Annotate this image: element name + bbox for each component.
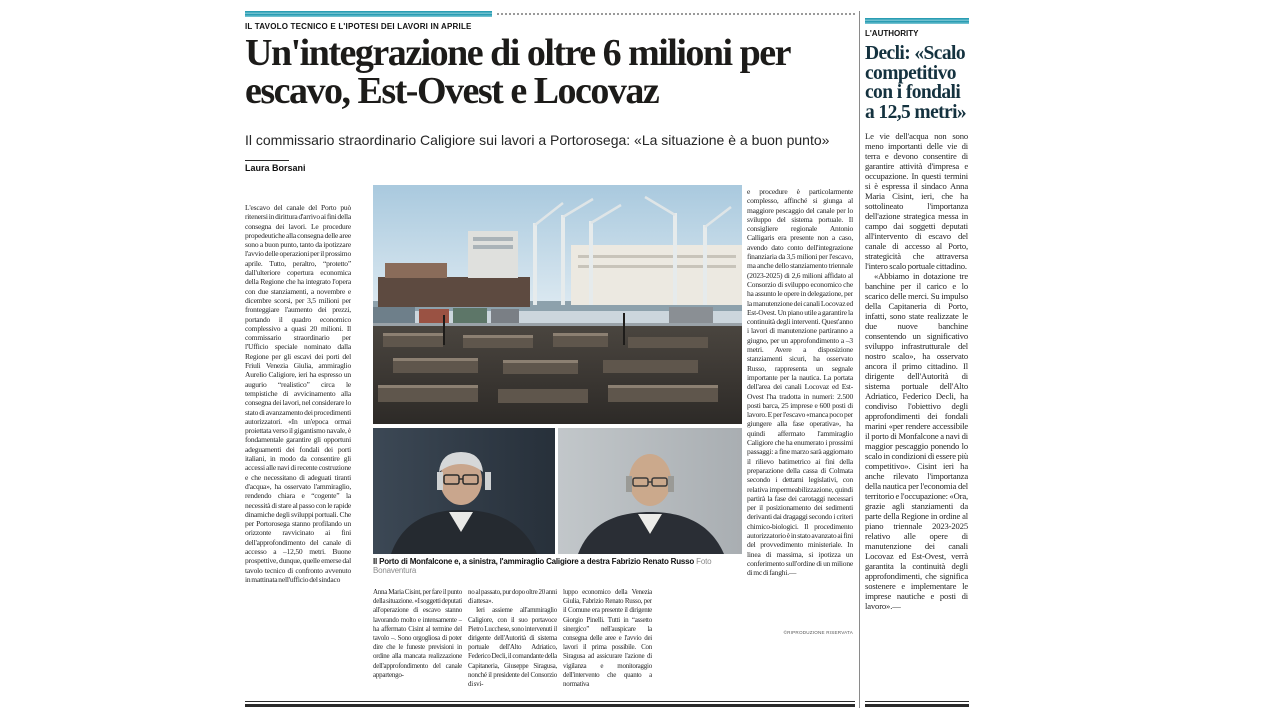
body-column-5 bbox=[747, 187, 853, 639]
article-bottom-rule-thin bbox=[245, 701, 855, 702]
sidebar-bottom-rule-thick bbox=[865, 704, 969, 707]
sidebar-accent-bar bbox=[865, 18, 969, 24]
photo-admiral-caligiore bbox=[373, 428, 555, 554]
byline: Laura Borsani bbox=[245, 163, 306, 173]
portrait-left-illustration bbox=[373, 428, 555, 554]
portrait-right-illustration bbox=[558, 428, 742, 554]
body-text: e procedure è particolarmente complesso, affinché si giunga al maggiore pescaggio del canale per lo sviluppo del sistema portuale. Il consigliere regionale Antonio Calligaris era presente non a caso, avendo dato conto dell'integrazione finanziaria da 3,5 milioni per l'escavo, ma anche dello stanziamento triennale (2023-2025) di 2,6 milioni affidato al Consorzio di sviluppo economico che ha assunto le opere in delegazione, per la manutenzione dei canali Locovaz ed Est-Ovest. Un piano utile a garantire la continuità degli interventi. Quest'anno i lavori di manutenzione partiranno a giugno, per un approfondimento a –3 metri. Avere a disposizione stanziamenti sicuri, ha osservato Russo, rappresenta un segnale importante per la nautica. La portata dell'area dei canali Locovaz ed Est-Ovest l'ha tradotta in numeri: 2.500 posti barca, 25 imprese e 600 posti di lavoro. E per l'escavo «manca poco per giungere alla fase operativa», ha quindi affermato l'ammiraglio Caligiore che ha enumerato i prossimi passaggi: a fine marzo sarà aggiornato il rilievo batimetrico ai fini della preparazione della cassa di Colmata secondo i dettami legislativi, con relativa impermeabilizzazione, quindi partirà la fase dei carotaggi necessari per il posizionamento dei sedimenti derivanti dai dragaggi secondo i criteri chimico-biologici. Il procedimento autorizzatorio è in stato avanzato ai fini del provvedimento ministeriale. In linea di massima, si ipotizza un conferimento sull'ordine di un milione di mc di fanghi.— bbox=[747, 187, 853, 578]
sidebar-headline: Decli: «Scalo competitivo con i fondali a 12,5 metri» bbox=[865, 43, 967, 123]
body-text: Ieri assieme all'ammiraglio Caligiore, con il suo portavoce Pietro Lucchese, sono intervenuti il dirigente dell'Autorità di sistema portuale dell'Alto Adriatico, Federico Decli, il comandante della Capitaneria, Giuseppe Siragusa, nonché il presidente del Consorzio di svi- bbox=[468, 606, 557, 689]
body-column-2 bbox=[373, 588, 462, 701]
article-bottom-rule-thick bbox=[245, 704, 855, 707]
body-text: L'escavo del canale del Porto può ritenersi in dirittura d'arrivo ai fini della consegna dei lavori. Le procedure propedeutiche alla consegna delle aree sono a buon punto, tanto da ipotizzare l'avvio delle operazioni per il prossimo aprile. Tutto, peraltro, “protetto” dall'ulteriore copertura economica della Regione che ha integrato l'opera con due stanziamenti, a novembre e dicembre scorsi, per 3,5 milioni per fronteggiare l'aumento dei prezzi, portando il quadro economico complessivo a quasi 20 milioni. Il commissario straordinario per l'Ufficio speciale nominato dalla Regione per gli escavi dei porti del Friuli Venezia Giulia, ammiraglio Aurelio Caligiore, ieri ha espresso un augurio “realistico” circa le tempistiche di avvicinamento alla consegna dei lavori, nel considerare lo stato di avanzamento dei procedimenti autorizzatori. «In un'epoca ormai proiettata verso il gigantismo navale, è fondamentale garantire gli opportuni adeguamenti dei fondali dei porti italiani, in modo da consentire gli accessi alle navi di recente costruzione e che necessitano di adeguati tiranti d'acqua», ha osservato l'ammiraglio, rendendo chiara e “cogente” la necessità di stare al passo con le rapide dinamiche degli sviluppi portuali. Che per Portorosega stanno profilando un orizzonte ravvicinato ai fini dell'approfondimento del canale di accesso a –12,50 metri. Buone prospettive, dunque, quelle emerse dal tavolo tecnico di confronto avvenuto in mattinata nell'ufficio del sindaco bbox=[245, 203, 351, 584]
sidebar-bottom-rule-thin bbox=[865, 701, 969, 702]
photo-fabrizio-renato-russo bbox=[558, 428, 742, 554]
sidebar-text: Le vie dell'acqua non sono meno importanti delle vie di terra e devono consentire di garantire attività d'impresa e occupazione. In questi termini si è espressa il sindaco Anna Maria Cisint, ieri, che ha sottolineato l'importanza dell'azione strategica messa in campo dai soggetti deputati all'intervento di escavo del canale di accesso al Porto, strategicità che attraversa l'intero scalo portuale cittadino. bbox=[865, 131, 968, 271]
body-text: Anna Maria Cisint, per fare il punto della situazione. «I soggetti deputati all'operazione di escavo stanno lavorando molto e intensamente – ha affermato Cisint al termine del tavolo –. Sono orgogliosa di poter dire che le funeste previsioni in ordine alla mancata realizzazione dell'approfondimento del canale appartengo- bbox=[373, 588, 462, 679]
article-headline: Un'integrazione di oltre 6 milioni per escavo, Est-Ovest e Locovaz bbox=[245, 32, 790, 112]
kicker-accent-bar bbox=[245, 11, 492, 17]
article-kicker: IL TAVOLO TECNICO E L'IPOTESI DEI LAVORI IN APRILE bbox=[245, 22, 472, 31]
sidebar-text: «Abbiamo in dotazione tre banchine per il carico e lo scarico delle merci. Su impulso della Capitaneria di Porto, infatti, sono state realizzate le due nuove banchine consentendo un significativo sviluppo infrastrutturale del nostro scalo», ha osservato ancora il primo cittadino. Il dirigente dell'Autorità di sistema portuale dell'Alto Adriatico, Federico Decli, ha condiviso l'obiettivo degli approfondimenti dei fondali marini «per rendere accessibile il porto di Monfalcone a navi di maggior pescaggio ponendo lo scalo in condizioni di essere più competitivo». Cisint ieri ha anche rilevato l'importanza della nautica per l'economia del territorio e l'occupazione: «Ora, grazie agli stanziamenti da parte della Regione in ordine al piano triennale 2023-2025 relativo alle opere di manutenzione dei canali Locovaz ed Est-Ovest, verrà garantita la continuità degli approfondimenti, che significa sostenere e implementare le imprese nautiche e posti di lavoro».— bbox=[865, 271, 968, 611]
body-text: no al passato, pur dopo oltre 20 anni di attesa». bbox=[468, 588, 557, 606]
column-divider bbox=[859, 11, 860, 708]
sidebar-body bbox=[865, 131, 968, 693]
byline-rule bbox=[245, 160, 289, 161]
body-column-4 bbox=[563, 588, 652, 701]
article-subhead: Il commissario straordinario Caligiore sui lavori a Portorosega: «La situazione è a buon punto» bbox=[245, 132, 830, 148]
body-text: luppo economico della Venezia Giulia, Fabrizio Renato Russo, per il Comune era presente il dirigente Giorgio Pinelli. Tutti in “assetto sinergico” nell'auspicare la consegna delle aree e l'avvio dei lavori il prima possibile. Con Siragusa ad assicurare l'azione di vigilanza e monitoraggio dell'intervento che quanto a normativa bbox=[563, 588, 652, 689]
sidebar-kicker: L'AUTHORITY bbox=[865, 29, 919, 38]
caption-credit: Foto Bonaventura bbox=[373, 557, 712, 575]
body-column-1 bbox=[245, 203, 351, 700]
photo-caption bbox=[373, 557, 753, 575]
top-dotted-rule bbox=[497, 13, 855, 15]
port-photo-illustration bbox=[373, 185, 742, 424]
photo-port-of-monfalcone bbox=[373, 185, 742, 424]
caption-text: Il Porto di Monfalcone e, a sinistra, l'ammiraglio Caligiore a destra Fabrizio Renato Russo bbox=[373, 557, 697, 566]
body-column-3 bbox=[468, 588, 557, 701]
copyright-notice: ©RIPRODUZIONE RISERVATA bbox=[783, 630, 853, 635]
